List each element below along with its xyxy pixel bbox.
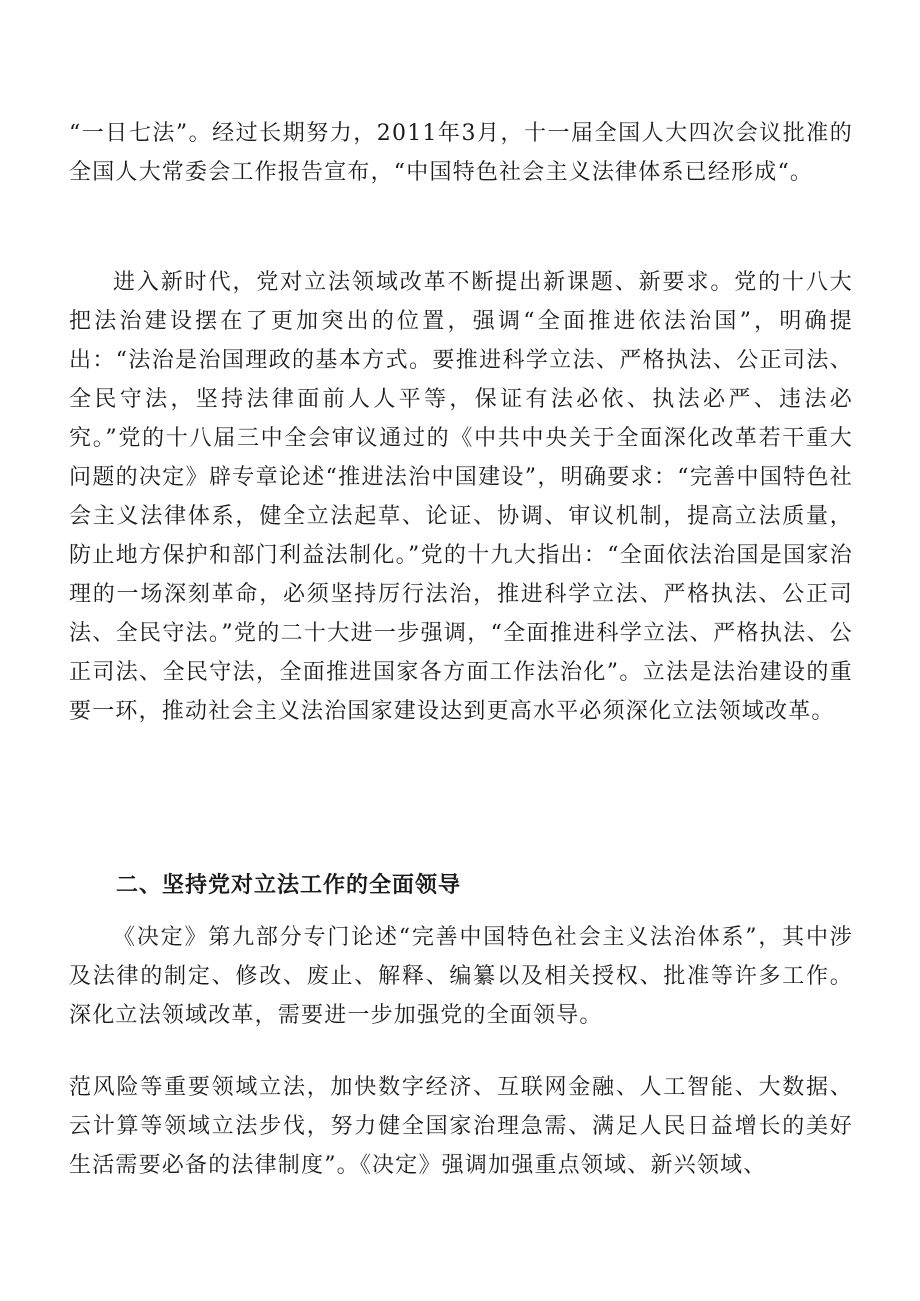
paragraph-decision-part-nine: 《决定》第九部分专门论述“完善中国特色社会主义法治体系”，其中涉及法律的制定、修改、废止、解释、编纂以及相关授权、批准等许多工作。深化立法领域改革，需要进一步加强党的全面领导。 [69,925,853,1028]
paragraph-new-era-reform: 进入新时代，党对立法领域改革不断提出新课题、新要求。党的十八大把法治建设摆在了更加突出的位置，强调“全面推进依法治国”，明确提出：“法治是治国理政的基本方式。要推进科学立法、严格执法、公正司法、全民守法，坚持法律面前人人平等，保证有法必依、执法必严、违法必究。”党的十八届三中全会审议通过的《中共中央关于全面深化改革若干重大问题的决定》辟专章论述“推进法治中国建设”，明确要求：“完善中国特色社会主义法律体系，健全立法起草、论证、协调、审议机制，提高立法质量，防止地方保护和部门利益法制化。”党的十九大指出：“全面依法治国是国家治理的一场深刻革命，必须坚持厉行法治，推进科学立法、严格执法、公正司法、全民守法。”党的二十大进一步强调，“全面推进科学立法、严格执法、公正司法、全民守法，全面推进国家各方面工作法治化”。立法是法治建设的重要一环，推动社会主义法治国家建设达到更高水平必须深化立法领域改革。 [69,270,853,724]
section-heading: 二、坚持党对立法工作的全面领导 [116,873,462,898]
paragraph-key-areas-legislation: 范风险等重要领域立法，加快数字经济、互联网金融、人工智能、大数据、云计算等领域立法步伐，努力健全国家治理急需、满足人民日益增长的美好生活需要必备的法律制度”。《决定》强调加强重点领域、新兴领域、 [69,1075,853,1178]
paragraph-law-system-formed: “一日七法”。经过长期努力，2011年3月，十一届全国人大四次会议批准的全国人大常委会工作报告宣布，“中国特色社会主义法律体系已经形成“。 [69,121,853,185]
